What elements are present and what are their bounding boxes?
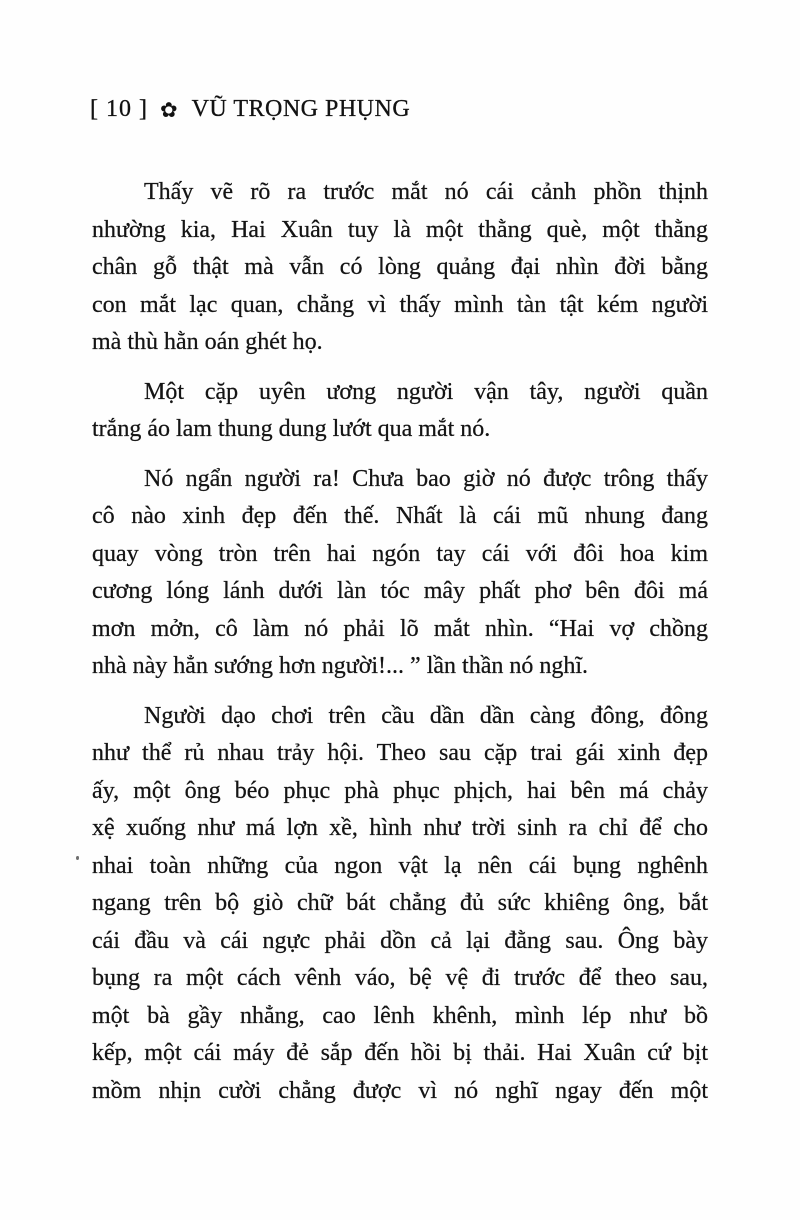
- paragraph: [92, 461, 708, 686]
- text-line: Người dạo chơi trên cầu dần dần càng đông, đông: [144, 702, 708, 729]
- paragraph: [92, 174, 708, 362]
- text-line: mơn mởn, cô làm nó phải lõ mắt nhìn. “Hai vợ chồng: [92, 615, 708, 642]
- text-line: chân gỗ thật mà vẫn có lòng quảng đại nhìn đời bằng: [92, 254, 708, 280]
- paragraph: [92, 698, 708, 1111]
- text-line: quay vòng tròn trên hai ngón tay cái với đôi hoa kim: [92, 540, 708, 567]
- text-line: ngang trên bộ giò chữ bát chẳng đủ sức khiêng ông, bắt: [92, 890, 708, 916]
- text-line: ấy, một ông béo phục phà phục phịch, hai bên má chảy: [92, 777, 708, 804]
- text-line: bụng ra một cách vênh váo, bệ vệ đi trước để theo sau,: [92, 965, 708, 991]
- paragraph: [92, 374, 708, 449]
- text-line: như thể rủ nhau trảy hội. Theo sau cặp trai gái xinh đẹp: [92, 740, 708, 766]
- text-line: cái đầu và cái ngực phải dồn cả lại đằng sau. Ông bày: [92, 927, 708, 954]
- text-line: con mắt lạc quan, chẳng vì thấy mình tàn tật kém người: [92, 291, 708, 318]
- text-line: nhai toàn những của ngon vật lạ nên cái bụng nghênh: [92, 852, 708, 879]
- text-line: cương lóng lánh dưới làn tóc mây phất phơ bên đôi má: [92, 578, 708, 604]
- text-line: Nó ngẩn người ra! Chưa bao giờ nó được trông thấy: [144, 465, 708, 492]
- florette-icon: ✿: [159, 98, 178, 122]
- text-line: Thấy vẽ rõ ra trước mắt nó cái cảnh phồn thịnh: [144, 179, 708, 205]
- text-line: cô nào xinh đẹp đến thế. Nhất là cái mũ nhung đang: [92, 503, 708, 529]
- page-body: [92, 174, 708, 1122]
- running-head: [90, 96, 410, 123]
- text-line: mồm nhịn cười chẳng được vì nó nghĩ ngay đến một: [92, 1077, 708, 1104]
- text-line: Một cặp uyên ương người vận tây, người quần: [144, 378, 708, 405]
- text-line: nhà này hẳn sướng hơn người!... ” lần thần nó nghĩ.: [92, 653, 589, 679]
- text-line: xệ xuống như má lợn xề, hình như trời sinh ra chỉ để cho: [92, 815, 708, 841]
- text-line: mà thù hằn oán ghét họ.: [92, 329, 323, 355]
- text-line: trắng áo lam thung dung lướt qua mắt nó.: [92, 416, 491, 442]
- text-line: nhường kia, Hai Xuân tuy là một thằng què, một thằng: [92, 216, 708, 243]
- text-line: kếp, một cái máy đẻ sắp đến hồi bị thải. Hai Xuân cứ bịt: [92, 1040, 708, 1066]
- text-line: một bà gầy nhẳng, cao lênh khênh, mình lép như bồ: [92, 1002, 708, 1029]
- page-number: [ 10 ]: [90, 96, 148, 122]
- author-running-head: VŨ TRỌNG PHỤNG: [191, 96, 411, 122]
- scan-speck: [76, 856, 79, 860]
